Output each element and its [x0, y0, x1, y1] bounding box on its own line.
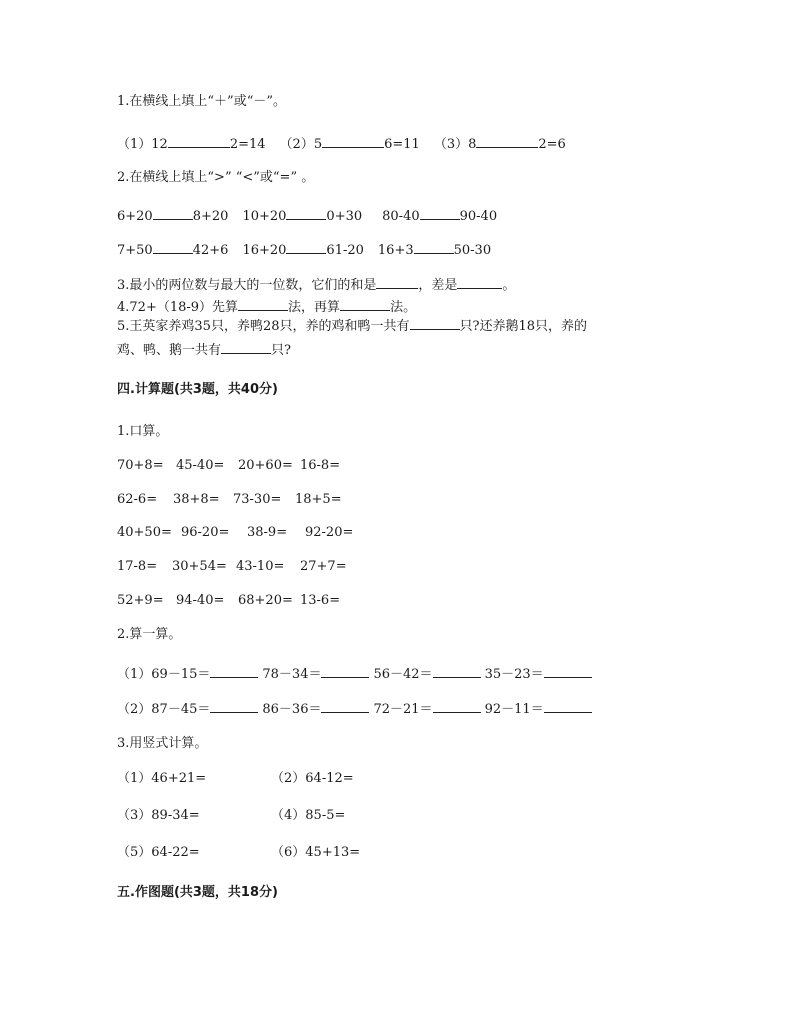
math-item: 92-20= — [305, 525, 354, 540]
math-item: 46+21= — [151, 771, 207, 786]
expression: 90-40 — [459, 209, 498, 224]
answer-blank[interactable] — [433, 699, 481, 713]
question-text: 3.最小的两位数与最大的一位数，它们的和是 — [117, 278, 377, 293]
item-number: （4） — [271, 808, 306, 823]
mental-math-row — [117, 525, 353, 541]
math-item: 30+54= — [172, 559, 227, 574]
mental-math-row — [117, 492, 342, 508]
item-number: （5） — [117, 845, 152, 860]
math-item: 85-5= — [305, 808, 346, 823]
math-item: 40+50= — [117, 525, 172, 540]
question-text: 鸡、鸭、鹅一共有 — [117, 343, 222, 358]
math-item: 92－11＝ — [484, 702, 544, 717]
question-text: 法，再算 — [288, 300, 341, 315]
item-number: （3） — [117, 808, 152, 823]
math-item: 43-10= — [236, 559, 285, 574]
expression: 61-20 — [326, 243, 364, 258]
vertical-calc-row — [117, 845, 360, 861]
expression: 7+50 — [117, 243, 153, 258]
answer-blank[interactable] — [420, 206, 460, 220]
item-number: （1） — [117, 667, 152, 682]
expression: 16+3 — [377, 243, 414, 258]
math-item: 38+8= — [173, 492, 220, 507]
answer-blank[interactable] — [153, 206, 193, 220]
math-item: 73-30= — [233, 492, 282, 507]
math-item: 70+8= — [117, 458, 164, 473]
math-item: 20+60= — [238, 458, 293, 473]
answer-blank[interactable] — [210, 699, 258, 713]
question-5-line1 — [117, 316, 587, 335]
math-item: 64-12= — [305, 771, 354, 786]
mental-math-row — [117, 559, 347, 575]
question-text: ，差是 — [418, 278, 458, 293]
calc-row — [117, 664, 592, 683]
answer-blank[interactable] — [457, 275, 502, 289]
math-item: 87－45＝ — [151, 702, 211, 717]
vertical-calc-row — [117, 808, 345, 824]
math-item: 62-6= — [117, 492, 158, 507]
section-heading: 四.计算题(共3题，共40分) — [117, 382, 278, 397]
expression: 6+20 — [117, 209, 153, 224]
answer-blank[interactable] — [433, 664, 481, 678]
answer-blank[interactable] — [476, 134, 538, 148]
mental-math-row — [117, 458, 340, 474]
calc-row — [117, 699, 592, 718]
item-number: （6） — [271, 845, 306, 860]
math-item: 64-22= — [151, 845, 200, 860]
expression: 8+20 — [192, 209, 229, 224]
math-item: 96-20= — [181, 525, 230, 540]
question-title: 3.用竖式计算。 — [117, 736, 208, 751]
operand: 8 — [468, 137, 477, 152]
question-text: 5.王英家养鸡35只，养鸭28只，养的鸡和鸭一共有 — [117, 319, 410, 334]
answer-blank[interactable] — [376, 275, 418, 289]
answer-blank[interactable] — [544, 699, 592, 713]
math-item: 89-34= — [151, 808, 200, 823]
operand: 6=11 — [384, 137, 420, 152]
question-title: 2.算一算。 — [117, 627, 182, 642]
item-number: （2） — [117, 702, 152, 717]
math-item: 18+5= — [295, 492, 342, 507]
expression: 16+20 — [242, 243, 287, 258]
answer-blank[interactable] — [286, 206, 326, 220]
expression: 10+20 — [242, 209, 287, 224]
section-heading: 五.作图题(共3题，共18分) — [117, 885, 278, 900]
vertical-calc-row — [117, 771, 354, 787]
item-number: （1） — [117, 771, 152, 786]
answer-blank[interactable] — [322, 134, 384, 148]
mental-math-row — [117, 593, 340, 609]
item-number: （2） — [279, 137, 314, 152]
answer-blank[interactable] — [321, 699, 369, 713]
math-item: 69－15＝ — [151, 667, 211, 682]
math-item: 72－21＝ — [373, 702, 433, 717]
question-text: 只? — [271, 343, 291, 358]
operand: 2=6 — [538, 137, 566, 152]
math-item: 68+20= — [238, 593, 293, 608]
compare-row — [117, 240, 491, 259]
answer-blank[interactable] — [321, 664, 369, 678]
item-number: （3） — [433, 137, 469, 152]
math-item: 13-6= — [300, 593, 341, 608]
math-item: 45-40= — [176, 458, 225, 473]
answer-blank[interactable] — [414, 240, 454, 254]
answer-blank[interactable] — [221, 340, 271, 354]
answer-blank[interactable] — [544, 664, 592, 678]
question-text: 法。 — [390, 300, 417, 315]
math-item: 56－42＝ — [373, 667, 433, 682]
math-item: 17-8= — [117, 559, 158, 574]
math-item: 27+7= — [300, 559, 347, 574]
question-text: 4.72+（18-9）先算 — [117, 300, 239, 315]
math-item: 94-40= — [176, 593, 225, 608]
question-3 — [117, 275, 515, 294]
math-item: 38-9= — [247, 525, 288, 540]
item-number: （1） — [117, 137, 152, 152]
question-title: 1.在横线上填上“＋”或“－”。 — [117, 94, 286, 109]
expression: 0+30 — [326, 209, 363, 224]
expression: 50-30 — [453, 243, 492, 258]
question-5-line2 — [117, 340, 291, 359]
math-item: 78－34＝ — [262, 667, 322, 682]
item-number: （2） — [271, 771, 306, 786]
operand: 2=14 — [229, 137, 266, 152]
answer-blank[interactable] — [286, 240, 326, 254]
math-item: 52+9= — [117, 593, 164, 608]
question-title: 1.口算。 — [117, 424, 169, 439]
question-4 — [117, 297, 416, 316]
math-item: 45+13= — [305, 845, 361, 860]
question-text: 。 — [502, 278, 516, 293]
operand: 5 — [313, 137, 323, 152]
operand: 12 — [151, 137, 168, 152]
math-item: 16-8= — [300, 458, 341, 473]
answer-blank[interactable] — [410, 316, 460, 330]
answer-blank[interactable] — [340, 297, 390, 311]
answer-blank[interactable] — [168, 134, 230, 148]
answer-blank[interactable] — [153, 240, 193, 254]
answer-blank[interactable] — [238, 297, 288, 311]
math-item: 86－36＝ — [262, 702, 322, 717]
expression: 42+6 — [192, 243, 229, 258]
compare-row — [117, 206, 497, 225]
question-title: 2.在横线上填上“>” “<”或“=” 。 — [117, 170, 315, 185]
question-text: 只?还养鹅18只，养的 — [459, 319, 588, 334]
math-item: 35－23＝ — [484, 667, 544, 682]
expression: 80-40 — [382, 209, 420, 224]
fill-row — [117, 134, 566, 153]
answer-blank[interactable] — [210, 664, 258, 678]
